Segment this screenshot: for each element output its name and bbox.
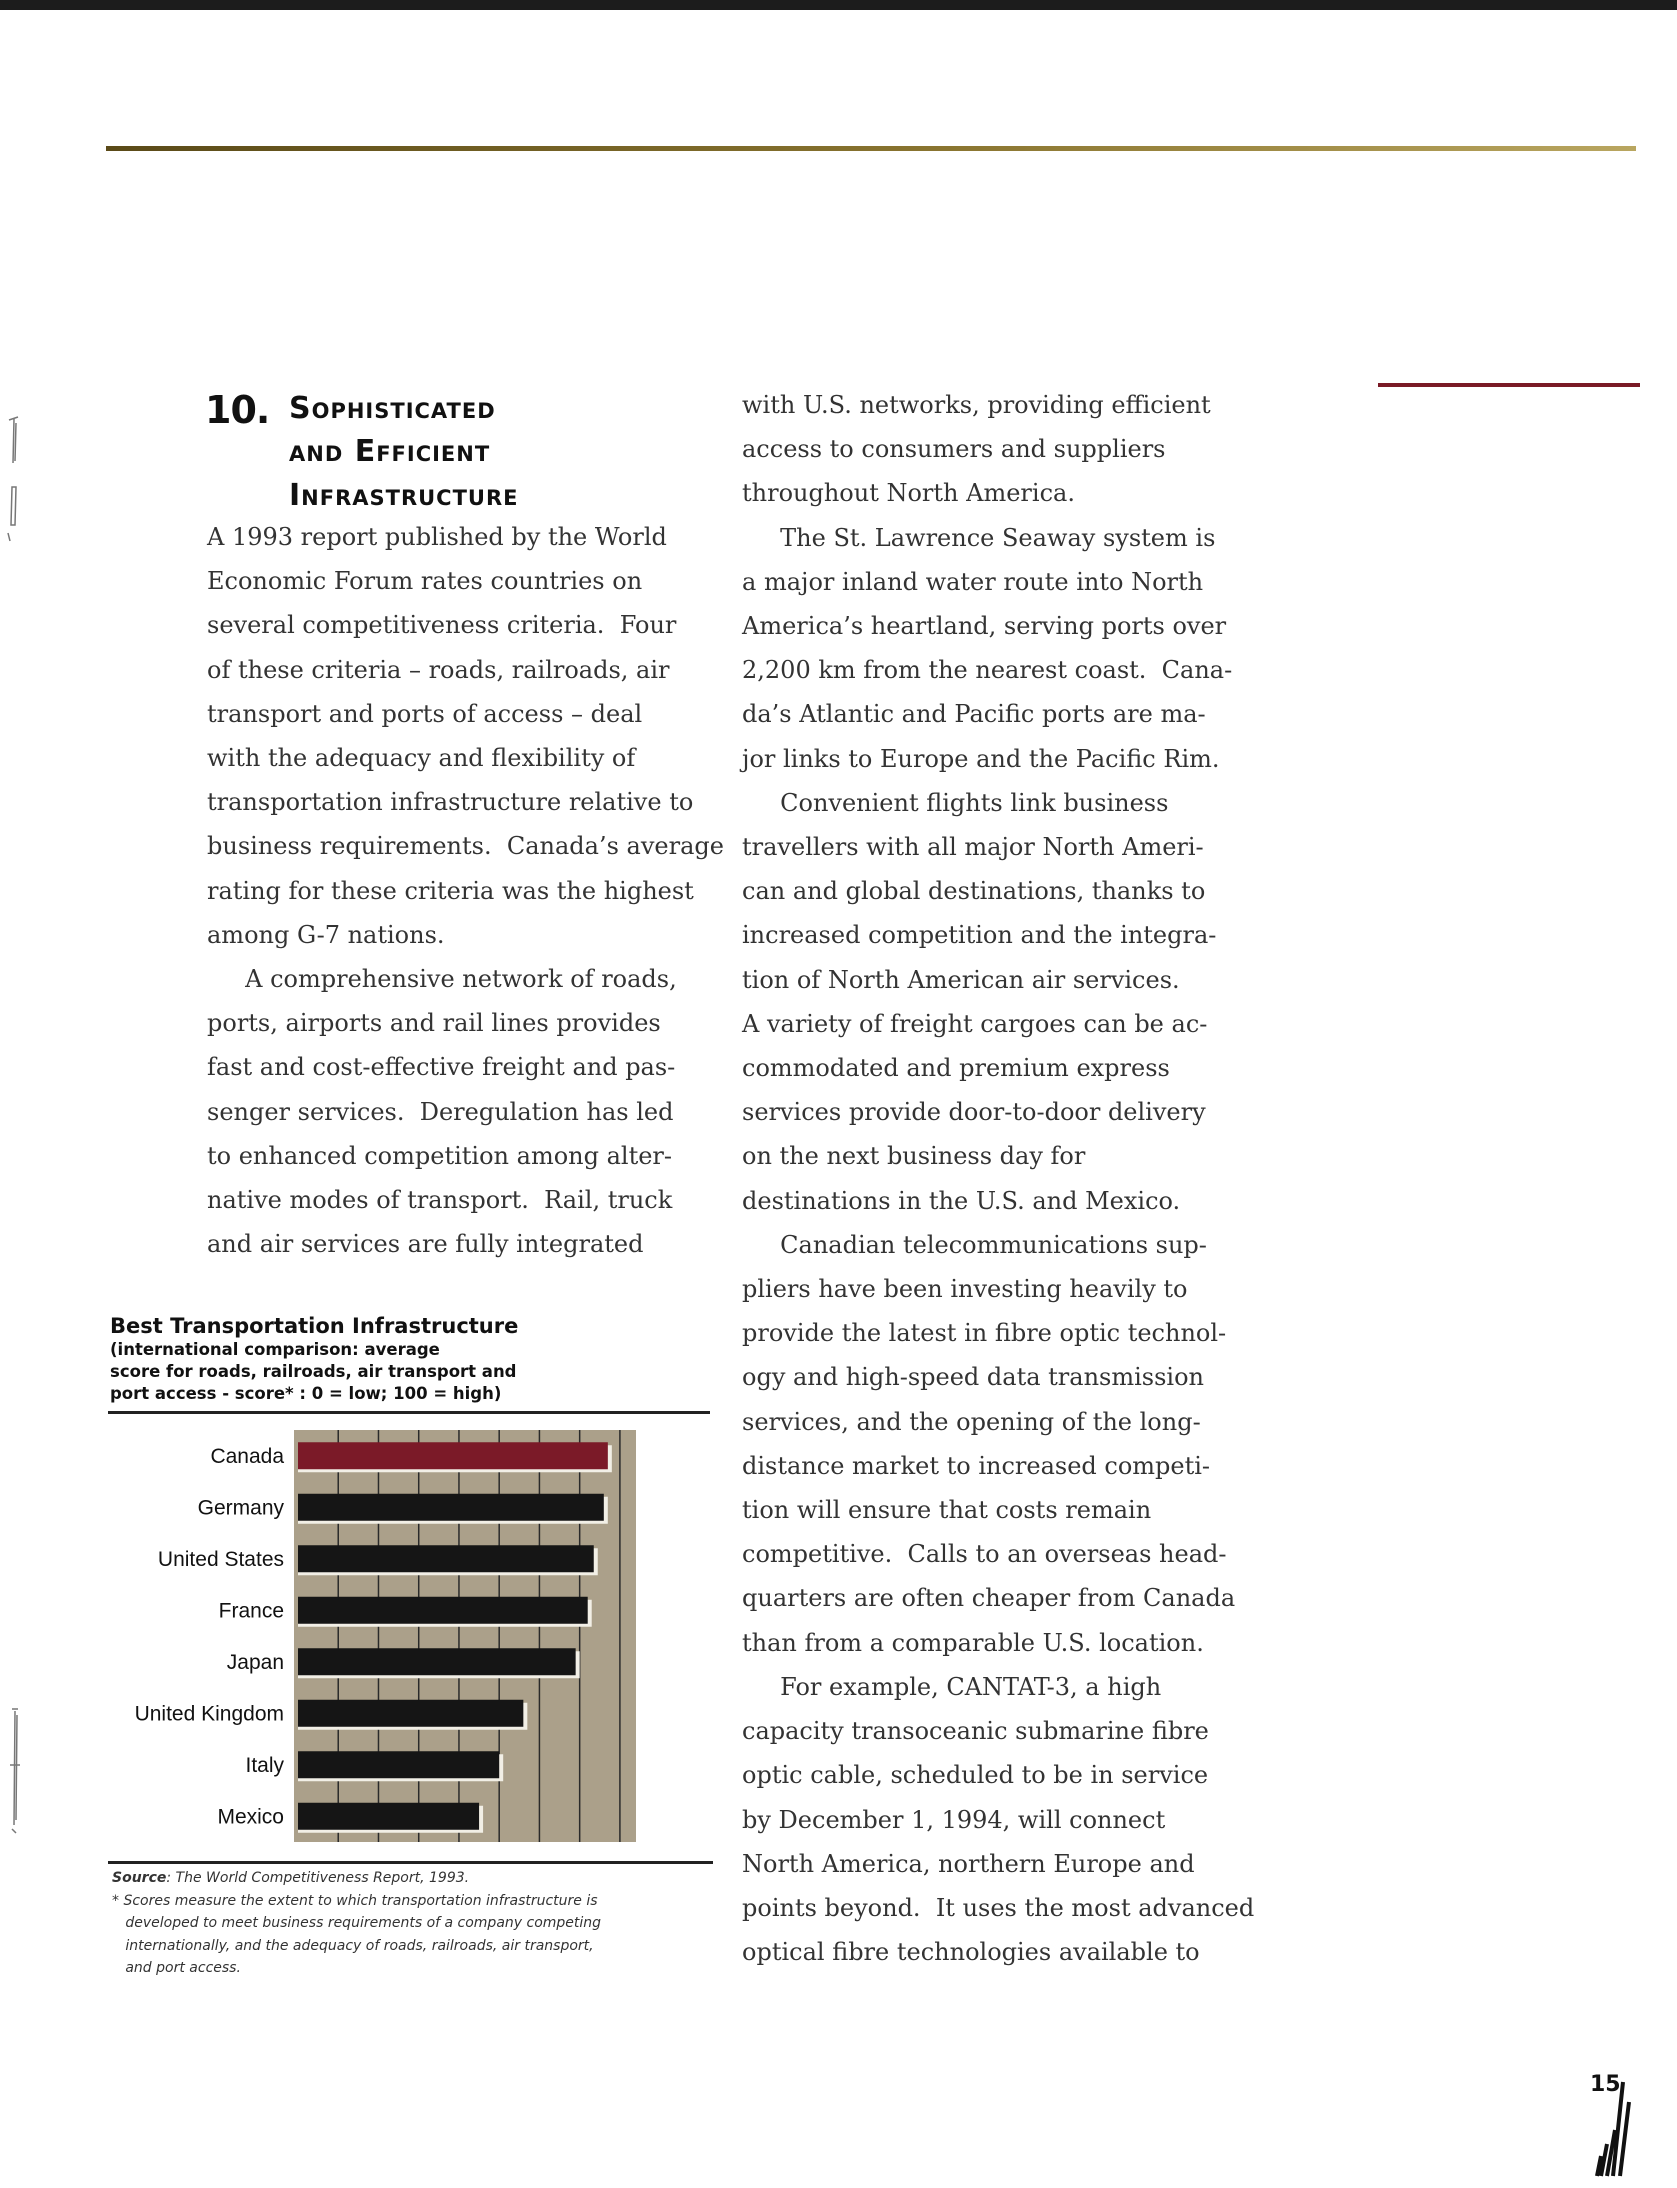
category-label: United Kingdom <box>134 1702 284 1726</box>
category-label: United States <box>157 1547 284 1571</box>
chart-subtitle-line: score for roads, railroads, air transport and <box>110 1362 517 1381</box>
text-line: America’s heartland, serving ports over <box>742 612 1227 641</box>
text-line: senger services. Deregulation has led <box>207 1097 674 1126</box>
text-line: tion will ensure that costs remain <box>742 1496 1152 1525</box>
text-line: access to consumers and suppliers <box>742 435 1166 464</box>
chart-title: Best Transportation Infrastructure <box>110 1314 519 1338</box>
text-line: distance market to increased competi- <box>742 1451 1211 1480</box>
text-line: can and global destinations, thanks to <box>742 877 1206 906</box>
right-column-text <box>742 383 1262 1974</box>
text-line: da’s Atlantic and Pacific ports are ma- <box>742 700 1206 729</box>
text-line: 2,200 km from the nearest coast. Cana- <box>742 656 1233 685</box>
page-number: 15 <box>1590 2072 1621 2097</box>
text-line: and air services are fully integrated <box>207 1230 644 1259</box>
text-line: among G-7 nations. <box>207 920 445 949</box>
section-number: 10. <box>205 388 270 432</box>
text-line: of these criteria – roads, railroads, air <box>207 655 670 684</box>
chart-subtitle-line: port access - score* : 0 = low; 100 = high) <box>110 1384 502 1403</box>
heading-line-2: and Efficient <box>289 434 491 469</box>
left-column-text <box>207 515 724 1266</box>
chart-notes <box>112 1867 712 1980</box>
text-line: travellers with all major North Ameri- <box>742 833 1204 862</box>
source-text: : The World Competitiveness Report, 1993. <box>166 1870 470 1886</box>
text-line: jor links to Europe and the Pacific Rim. <box>742 744 1220 773</box>
top-rule <box>106 146 1636 151</box>
text-line: Economic Forum rates countries on <box>207 567 643 596</box>
bar-chart <box>90 1420 650 1860</box>
chart-top-rule <box>108 1411 710 1414</box>
footnote-line: developed to meet business requirements of a company competing <box>112 1915 602 1931</box>
text-line: increased competition and the integra- <box>742 921 1217 950</box>
text-line: pliers have been investing heavily to <box>742 1275 1188 1304</box>
text-line: fast and cost-effective freight and pas- <box>207 1053 676 1082</box>
text-line: destinations in the U.S. and Mexico. <box>742 1186 1181 1215</box>
bar <box>298 1803 479 1830</box>
bar <box>298 1545 594 1572</box>
bar <box>298 1648 576 1675</box>
text-line: by December 1, 1994, will connect <box>742 1805 1166 1834</box>
footnote-line: and port access. <box>112 1960 241 1976</box>
text-line: with the adequacy and flexibility of <box>207 744 636 773</box>
bar <box>298 1700 523 1727</box>
text-line: a major inland water route into North <box>742 567 1204 596</box>
chart-subtitle-line: (international comparison: average <box>110 1340 440 1359</box>
source-note <box>112 1867 712 1890</box>
category-label: Germany <box>197 1496 284 1520</box>
text-line: optic cable, scheduled to be in service <box>742 1761 1209 1790</box>
text-line: ports, airports and rail lines provides <box>207 1009 661 1038</box>
text-line: optical fibre technologies available to <box>742 1938 1200 1967</box>
text-line: than from a comparable U.S. location. <box>742 1628 1204 1657</box>
bar <box>298 1442 608 1469</box>
category-label: France <box>218 1599 284 1623</box>
text-line: transportation infrastructure relative to <box>207 788 694 817</box>
category-label: Japan <box>226 1650 284 1674</box>
text-line: transport and ports of access – deal <box>207 699 643 728</box>
text-line: Canadian telecommunications sup- <box>742 1230 1207 1259</box>
text-line: ogy and high-speed data transmission <box>742 1363 1204 1392</box>
heading-line-3: Infrastructure <box>289 478 519 513</box>
text-line: competitive. Calls to an overseas head- <box>742 1540 1227 1569</box>
margin-mark-top <box>6 415 22 545</box>
text-line: A 1993 report published by the World <box>207 523 667 551</box>
text-line: on the next business day for <box>742 1142 1086 1171</box>
margin-mark-bottom <box>6 1705 22 1835</box>
text-line: The St. Lawrence Seaway system is <box>742 523 1216 552</box>
text-line: business requirements. Canada’s average <box>207 832 724 861</box>
text-line: native modes of transport. Rail, truck <box>207 1186 673 1215</box>
text-line: North America, northern Europe and <box>742 1849 1195 1878</box>
text-line: tion of North American air services. <box>742 965 1180 994</box>
text-line: to enhanced competition among alter- <box>207 1141 673 1170</box>
bar <box>298 1751 499 1778</box>
source-label: Source <box>112 1870 167 1886</box>
category-label: Mexico <box>217 1805 284 1829</box>
page-logo-icon <box>1585 2080 1635 2180</box>
text-line: throughout North America. <box>742 479 1075 508</box>
footnote-line: internationally, and the adequacy of roads, railroads, air transport, <box>112 1937 594 1954</box>
heading-line-1: Sophisticated <box>289 391 496 426</box>
text-line: several competitiveness criteria. Four <box>207 611 677 640</box>
top-edge-bar <box>0 0 1677 10</box>
chart-caption <box>110 1313 710 1405</box>
chart-bottom-rule <box>108 1861 713 1864</box>
text-line: provide the latest in fibre optic technol- <box>742 1319 1227 1348</box>
text-line: For example, CANTAT-3, a high <box>742 1672 1162 1701</box>
text-line: quarters are often cheaper from Canada <box>742 1584 1236 1613</box>
text-line: A variety of freight cargoes can be ac- <box>742 1009 1208 1038</box>
bar <box>298 1597 588 1624</box>
text-line: A comprehensive network of roads, <box>207 965 677 994</box>
text-line: services provide door-to-door delivery <box>742 1098 1206 1127</box>
text-line: points beyond. It uses the most advanced <box>742 1893 1255 1922</box>
text-line: Convenient flights link business <box>742 788 1169 817</box>
category-label: Canada <box>210 1444 284 1468</box>
text-line: with U.S. networks, providing efficient <box>742 391 1211 419</box>
bar <box>298 1494 604 1521</box>
text-line: capacity transoceanic submarine fibre <box>742 1717 1209 1746</box>
text-line: rating for these criteria was the highest <box>207 876 694 905</box>
text-line: commodated and premium express <box>742 1054 1170 1083</box>
text-line: services, and the opening of the long- <box>742 1407 1201 1436</box>
footnote-line: * Scores measure the extent to which transportation infrastructure is <box>112 1892 598 1909</box>
accent-rule <box>1378 383 1640 387</box>
category-label: Italy <box>245 1753 284 1777</box>
